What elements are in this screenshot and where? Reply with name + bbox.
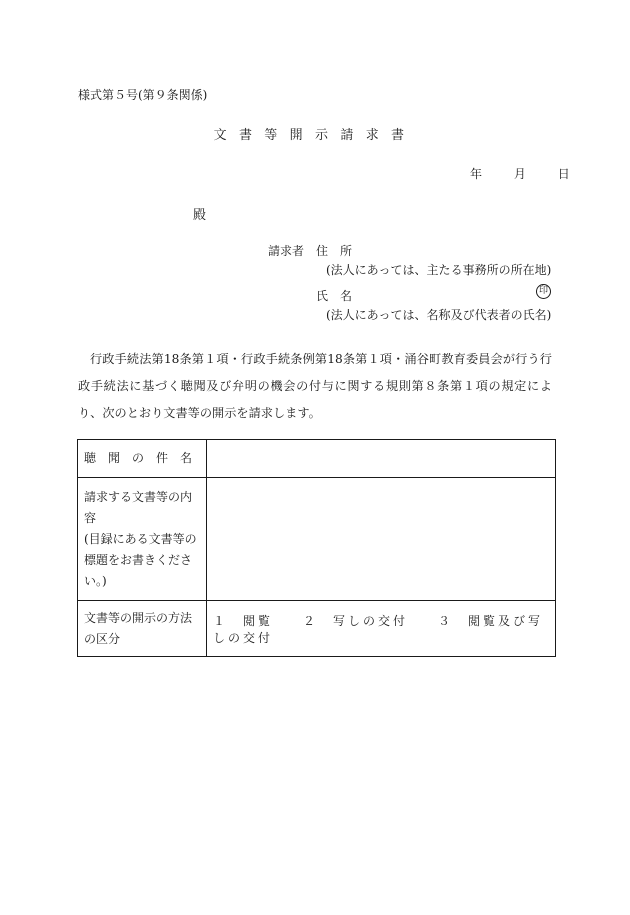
table-row [78, 478, 556, 601]
requester-label: 請求者 [268, 244, 305, 258]
date-day: 日 [557, 167, 570, 181]
request-table [77, 439, 556, 657]
address-note: (法人にあっては、主たる事務所の所在地) [326, 263, 552, 277]
document-content-label: 請求する文書等の内容 (目録にある文書等の標題をお書きください。) [84, 489, 197, 588]
address-label: 住 所 [316, 244, 353, 258]
table-label-cell [78, 601, 207, 657]
form-number: 様式第５号(第９条関係) [78, 88, 208, 102]
hearing-subject-label: 聴 聞 の 件 名 [84, 451, 193, 465]
disclosure-method-label: 文書等の開示の方法の区分 [84, 610, 193, 646]
addressee-suffix: 殿 [193, 208, 207, 223]
hearing-subject-field[interactable] [207, 440, 556, 478]
document-title [0, 124, 630, 143]
name-label: 氏 名 [316, 289, 353, 303]
date-month: 月 [513, 167, 526, 181]
date-line [470, 165, 570, 182]
date-year: 年 [470, 167, 483, 181]
table-label-cell [78, 478, 207, 601]
name-note: (法人にあっては、名称及び代表者の氏名) [326, 308, 552, 322]
document-content-field[interactable] [207, 478, 556, 601]
table-row [78, 440, 556, 478]
document-title-text: 文書等開示請求書 [213, 128, 417, 143]
request-body-text: 行政手続法第18条第１項・行政手続条例第18条第１項・涌谷町教育委員会が行う行政手続法に基づく聴聞及び弁明の機会の付与に関する規則第８条第１項の規定により、次のとおり文書等の開示を請求します。 [78, 352, 552, 420]
seal-mark: 印 [536, 284, 551, 299]
table-label-cell [78, 440, 207, 478]
table-row [78, 601, 556, 657]
disclosure-method-options[interactable]: １ 閲覧 ２ 写しの交付 ３ 閲覧及び写しの交付 [207, 601, 556, 657]
